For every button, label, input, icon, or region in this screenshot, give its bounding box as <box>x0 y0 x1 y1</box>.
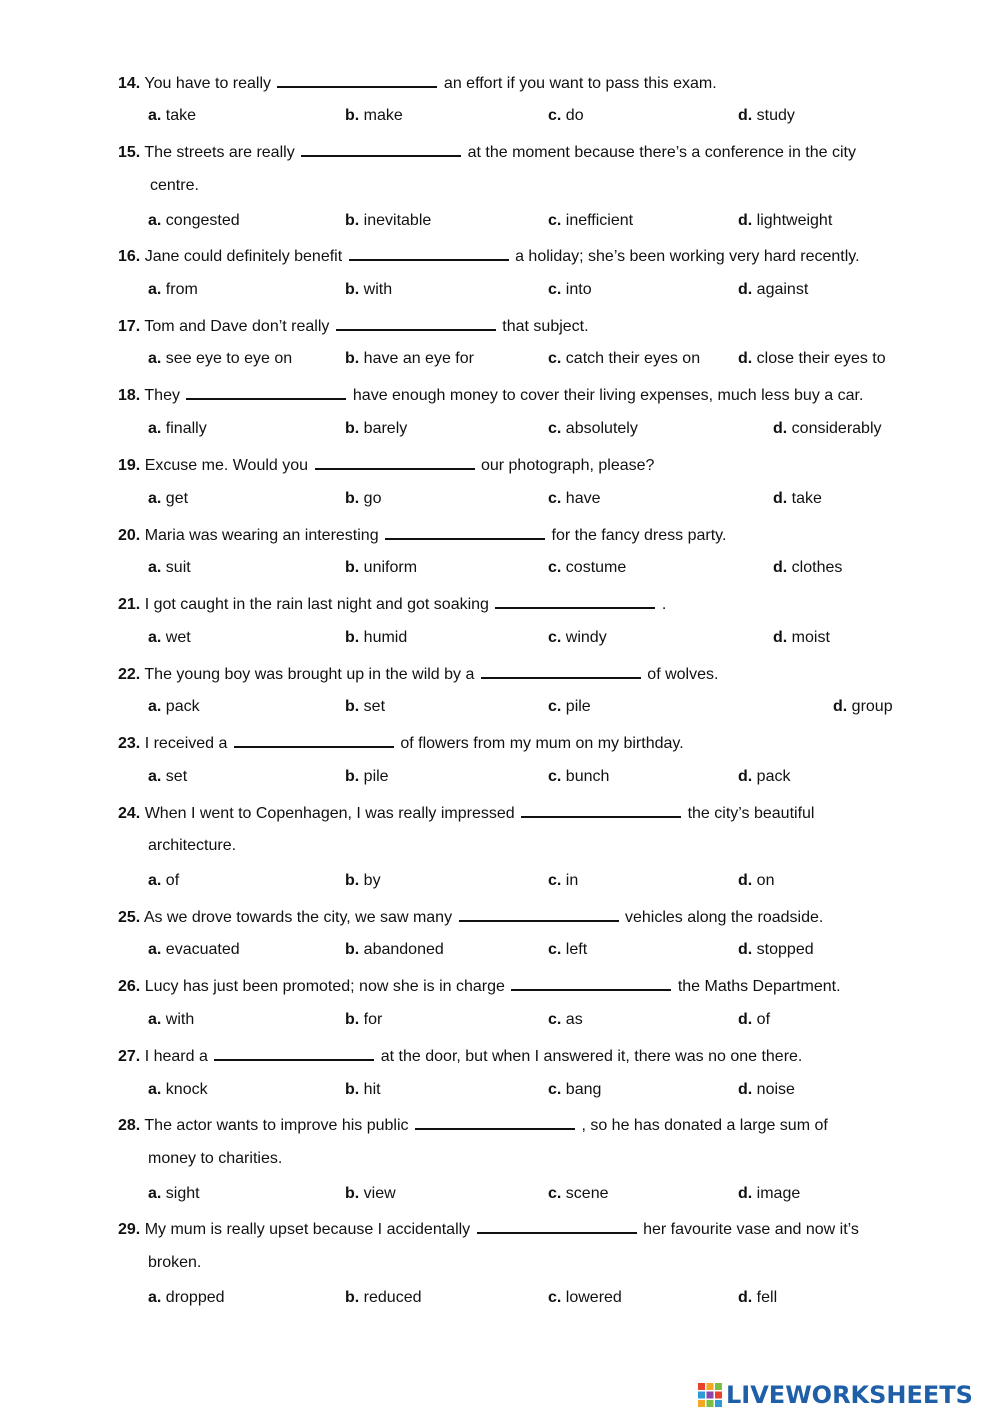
answer-blank[interactable] <box>481 663 641 679</box>
answer-option[interactable] <box>148 1080 208 1100</box>
answer-option[interactable] <box>148 1288 225 1308</box>
option-letter: a. <box>148 872 162 889</box>
question-text-after-blank: at the door, but when I answered it, there was no one there. <box>380 1048 803 1065</box>
option-text: humid <box>363 629 408 646</box>
answer-option[interactable] <box>548 419 638 439</box>
question-stem <box>118 524 726 546</box>
answer-option[interactable] <box>738 871 774 891</box>
question-text-after-blank: an effort if you want to pass this exam. <box>443 75 717 92</box>
question-stem <box>118 802 814 824</box>
answer-option[interactable] <box>738 106 795 126</box>
option-letter: b. <box>345 490 360 507</box>
option-text: fell <box>756 1289 778 1306</box>
option-letter: c. <box>548 212 562 229</box>
option-text: take <box>165 107 197 124</box>
answer-option[interactable] <box>345 280 392 300</box>
answer-option[interactable] <box>548 211 633 231</box>
question-text-after-blank: that subject. <box>502 318 589 335</box>
question-text-after-blank: , so he has donated a large sum of <box>581 1117 828 1134</box>
answer-option[interactable] <box>738 349 886 369</box>
option-letter: c. <box>548 1081 562 1098</box>
option-text: pack <box>756 768 791 785</box>
answer-option[interactable] <box>345 558 417 578</box>
option-text: noise <box>756 1081 795 1098</box>
answer-blank[interactable] <box>415 1114 575 1130</box>
answer-option[interactable] <box>738 280 808 300</box>
answer-option[interactable] <box>773 628 830 648</box>
question-text-before-blank: The actor wants to improve his public <box>144 1117 409 1134</box>
question-text-before-blank: The streets are really <box>144 144 295 161</box>
option-letter: d. <box>738 872 753 889</box>
answer-blank[interactable] <box>385 524 545 540</box>
question-text-after-blank: the Maths Department. <box>677 978 841 995</box>
question-text-after-blank: her favourite vase and now it’s <box>643 1221 859 1238</box>
option-letter: d. <box>773 629 788 646</box>
answer-blank[interactable] <box>459 906 619 922</box>
option-text: of <box>165 872 180 889</box>
option-letter: b. <box>345 281 360 298</box>
option-text: moist <box>791 629 830 646</box>
answer-option[interactable] <box>345 1288 422 1308</box>
option-letter: c. <box>548 698 562 715</box>
answer-option[interactable] <box>773 558 842 578</box>
option-letter: c. <box>548 872 562 889</box>
answer-option[interactable] <box>345 489 381 509</box>
question-text-before-blank: I received a <box>144 735 228 752</box>
option-text: stopped <box>756 941 814 958</box>
option-text: pile <box>565 698 591 715</box>
answer-option[interactable] <box>738 1288 777 1308</box>
option-text: as <box>565 1011 583 1028</box>
option-text: bunch <box>565 768 610 785</box>
option-text: lowered <box>565 1289 622 1306</box>
question-continuation: broken. <box>148 1254 202 1271</box>
answer-option[interactable] <box>148 558 191 578</box>
option-text: for <box>363 1011 383 1028</box>
option-text: close their eyes to <box>756 350 886 367</box>
option-letter: d. <box>738 212 753 229</box>
question-stem <box>118 245 860 267</box>
option-letter: a. <box>148 1011 162 1028</box>
question-text-after-blank: at the moment because there’s a conference in the city <box>467 144 856 161</box>
question-stem <box>118 906 823 928</box>
option-text: sight <box>165 1185 200 1202</box>
question-stem <box>118 1045 802 1067</box>
question-text-before-blank: Jane could definitely benefit <box>144 248 343 265</box>
option-letter: d. <box>738 1289 753 1306</box>
question-stem <box>118 1218 859 1240</box>
option-letter: d. <box>738 107 753 124</box>
option-text: finally <box>165 420 207 437</box>
question-text-after-blank: the city’s beautiful <box>687 805 815 822</box>
option-text: set <box>165 768 188 785</box>
answer-blank[interactable] <box>277 72 437 88</box>
answer-option[interactable] <box>148 489 188 509</box>
option-letter: b. <box>345 350 360 367</box>
answer-option[interactable] <box>345 1010 382 1030</box>
option-text: have an eye for <box>363 350 474 367</box>
option-letter: a. <box>148 420 162 437</box>
option-text: considerably <box>791 420 882 437</box>
option-text: dropped <box>165 1289 225 1306</box>
answer-option[interactable] <box>548 767 609 787</box>
answer-blank[interactable] <box>234 732 394 748</box>
option-letter: b. <box>345 212 360 229</box>
option-text: take <box>791 490 822 507</box>
option-letter: b. <box>345 629 360 646</box>
question-number: 24. <box>118 805 141 822</box>
option-text: evacuated <box>165 941 240 958</box>
answer-option[interactable] <box>345 106 403 126</box>
question-number: 19. <box>118 457 141 474</box>
option-text: bang <box>565 1081 602 1098</box>
option-letter: a. <box>148 212 162 229</box>
option-text: windy <box>565 629 607 646</box>
answer-option[interactable] <box>345 1080 381 1100</box>
question-text-after-blank: a holiday; she’s been working very hard recently. <box>515 248 860 265</box>
option-letter: d. <box>833 698 848 715</box>
answer-option[interactable] <box>345 419 407 439</box>
option-text: catch their eyes on <box>565 350 701 367</box>
question-number: 28. <box>118 1117 141 1134</box>
question-number: 23. <box>118 735 141 752</box>
answer-option[interactable] <box>833 697 893 717</box>
option-letter: a. <box>148 490 162 507</box>
option-text: clothes <box>791 559 843 576</box>
option-letter: c. <box>548 1185 562 1202</box>
option-text: get <box>165 490 189 507</box>
question-stem <box>118 732 684 754</box>
question-stem <box>118 72 717 94</box>
option-text: with <box>165 1011 195 1028</box>
option-letter: a. <box>148 1081 162 1098</box>
option-text: image <box>756 1185 801 1202</box>
question-number: 27. <box>118 1048 141 1065</box>
answer-option[interactable] <box>773 419 882 439</box>
option-text: into <box>565 281 592 298</box>
question-text-after-blank: have enough money to cover their living expenses, much less buy a car. <box>352 387 864 404</box>
option-letter: d. <box>773 420 788 437</box>
option-letter: b. <box>345 1081 360 1098</box>
question-text-after-blank: our photograph, please? <box>480 457 655 474</box>
answer-option[interactable] <box>738 940 814 960</box>
option-letter: c. <box>548 490 562 507</box>
option-letter: a. <box>148 350 162 367</box>
option-letter: c. <box>548 350 562 367</box>
option-letter: a. <box>148 629 162 646</box>
option-letter: c. <box>548 768 562 785</box>
answer-option[interactable] <box>148 419 207 439</box>
option-text: knock <box>165 1081 208 1098</box>
option-letter: d. <box>738 350 753 367</box>
option-text: go <box>363 490 382 507</box>
answer-option[interactable] <box>345 767 389 787</box>
answer-option[interactable] <box>345 628 407 648</box>
answer-option[interactable] <box>345 697 385 717</box>
option-text: wet <box>165 629 191 646</box>
question-number: 16. <box>118 248 141 265</box>
answer-option[interactable] <box>148 280 198 300</box>
option-letter: d. <box>773 490 788 507</box>
answer-option[interactable] <box>148 940 240 960</box>
option-text: by <box>363 872 381 889</box>
answer-option[interactable] <box>548 558 626 578</box>
answer-option[interactable] <box>738 767 790 787</box>
option-letter: c. <box>548 941 562 958</box>
answer-option[interactable] <box>148 697 200 717</box>
option-text: with <box>363 281 393 298</box>
answer-option[interactable] <box>148 628 191 648</box>
answer-blank[interactable] <box>349 245 509 261</box>
answer-blank[interactable] <box>186 384 346 400</box>
question-continuation: money to charities. <box>148 1150 283 1167</box>
answer-option[interactable] <box>148 1010 194 1030</box>
question-text-before-blank: I heard a <box>144 1048 208 1065</box>
option-text: study <box>756 107 795 124</box>
answer-option[interactable] <box>738 1010 770 1030</box>
option-text: against <box>756 281 809 298</box>
liveworksheets-logo-icon <box>697 1382 723 1408</box>
liveworksheets-logo <box>697 1378 973 1412</box>
option-text: view <box>363 1185 396 1202</box>
question-text-after-blank: . <box>661 596 667 613</box>
option-letter: b. <box>345 1011 360 1028</box>
option-letter: a. <box>148 281 162 298</box>
option-text: have <box>565 490 601 507</box>
option-text: abandoned <box>363 941 444 958</box>
option-letter: d. <box>738 768 753 785</box>
question-number: 21. <box>118 596 141 613</box>
option-text: make <box>363 107 403 124</box>
option-text: reduced <box>363 1289 422 1306</box>
option-letter: a. <box>148 559 162 576</box>
option-letter: b. <box>345 420 360 437</box>
question-text-before-blank: Lucy has just been promoted; now she is in charge <box>144 978 505 995</box>
answer-option[interactable] <box>345 871 381 891</box>
option-text: see eye to eye on <box>165 350 293 367</box>
answer-blank[interactable] <box>214 1045 374 1061</box>
question-number: 20. <box>118 527 141 544</box>
answer-option[interactable] <box>548 106 584 126</box>
option-text: pile <box>363 768 389 785</box>
option-letter: c. <box>548 281 562 298</box>
option-text: uniform <box>363 559 418 576</box>
option-letter: d. <box>773 559 788 576</box>
option-text: barely <box>363 420 408 437</box>
option-text: of <box>756 1011 771 1028</box>
option-text: set <box>363 698 386 715</box>
answer-blank[interactable] <box>477 1218 637 1234</box>
answer-option[interactable] <box>548 940 587 960</box>
answer-option[interactable] <box>548 871 578 891</box>
option-letter: b. <box>345 559 360 576</box>
question-text-after-blank: of wolves. <box>647 666 719 683</box>
question-stem <box>118 1114 828 1136</box>
question-number: 14. <box>118 75 141 92</box>
question-text-before-blank: My mum is really upset because I accidentally <box>144 1221 471 1238</box>
answer-option[interactable] <box>148 1184 200 1204</box>
answer-option[interactable] <box>548 489 601 509</box>
option-text: inevitable <box>363 212 432 229</box>
option-text: congested <box>165 212 240 229</box>
question-stem <box>118 454 654 476</box>
answer-blank[interactable] <box>315 454 475 470</box>
answer-option[interactable] <box>148 871 179 891</box>
question-number: 18. <box>118 387 141 404</box>
answer-option[interactable] <box>548 628 607 648</box>
option-letter: b. <box>345 698 360 715</box>
option-letter: c. <box>548 1289 562 1306</box>
question-text-after-blank: of flowers from my mum on my birthday. <box>400 735 684 752</box>
answer-option[interactable] <box>345 940 444 960</box>
question-stem <box>118 384 863 406</box>
question-number: 22. <box>118 666 141 683</box>
option-text: suit <box>165 559 191 576</box>
question-stem <box>118 315 589 337</box>
option-text: lightweight <box>756 212 833 229</box>
question-text-before-blank: As we drove towards the city, we saw many <box>143 909 453 926</box>
option-text: scene <box>565 1185 609 1202</box>
option-text: in <box>565 872 579 889</box>
answer-option[interactable] <box>345 349 474 369</box>
option-text: absolutely <box>565 420 638 437</box>
option-text: from <box>165 281 198 298</box>
option-letter: d. <box>738 281 753 298</box>
question-text-before-blank: You have to really <box>144 75 272 92</box>
question-number: 29. <box>118 1221 141 1238</box>
option-letter: a. <box>148 698 162 715</box>
option-letter: b. <box>345 107 360 124</box>
question-text-before-blank: When I went to Copenhagen, I was really impressed <box>144 805 515 822</box>
answer-option[interactable] <box>345 211 431 231</box>
answer-option[interactable] <box>548 697 591 717</box>
question-text-after-blank: vehicles along the roadside. <box>624 909 824 926</box>
option-letter: c. <box>548 420 562 437</box>
question-number: 15. <box>118 144 141 161</box>
question-number: 25. <box>118 909 141 926</box>
question-number: 17. <box>118 318 141 335</box>
question-continuation: centre. <box>150 177 199 194</box>
option-text: on <box>756 872 775 889</box>
answer-option[interactable] <box>548 1080 601 1100</box>
answer-option[interactable] <box>148 211 240 231</box>
question-text-before-blank: Excuse me. Would you <box>144 457 309 474</box>
question-stem <box>118 975 841 997</box>
option-text: left <box>565 941 588 958</box>
question-text-before-blank: The young boy was brought up in the wild by a <box>144 666 475 683</box>
option-letter: b. <box>345 768 360 785</box>
answer-option[interactable] <box>548 280 592 300</box>
option-letter: b. <box>345 941 360 958</box>
option-letter: c. <box>548 559 562 576</box>
option-letter: b. <box>345 1185 360 1202</box>
answer-option[interactable] <box>548 1184 609 1204</box>
answer-option[interactable] <box>738 1080 795 1100</box>
question-stem <box>118 141 856 163</box>
answer-option[interactable] <box>345 1184 396 1204</box>
option-text: do <box>565 107 584 124</box>
option-letter: c. <box>548 107 562 124</box>
option-letter: d. <box>738 1185 753 1202</box>
question-text-before-blank: Tom and Dave don’t really <box>144 318 330 335</box>
answer-blank[interactable] <box>336 315 496 331</box>
question-stem <box>118 663 718 685</box>
option-letter: a. <box>148 1185 162 1202</box>
answer-blank[interactable] <box>521 802 681 818</box>
answer-option[interactable] <box>738 211 832 231</box>
option-letter: c. <box>548 1011 562 1028</box>
option-letter: d. <box>738 1081 753 1098</box>
option-letter: a. <box>148 941 162 958</box>
question-text-before-blank: I got caught in the rain last night and got soaking <box>144 596 489 613</box>
answer-blank[interactable] <box>495 593 655 609</box>
question-continuation: architecture. <box>148 837 237 854</box>
option-letter: d. <box>738 941 753 958</box>
question-text-before-blank: They <box>144 387 180 404</box>
option-letter: d. <box>738 1011 753 1028</box>
liveworksheets-logo-text: LIVEWORKSHEETS <box>726 1381 973 1409</box>
option-letter: b. <box>345 872 360 889</box>
option-letter: c. <box>548 629 562 646</box>
answer-option[interactable] <box>148 767 187 787</box>
option-letter: a. <box>148 1289 162 1306</box>
answer-option[interactable] <box>548 1288 622 1308</box>
answer-option[interactable] <box>738 1184 800 1204</box>
answer-option[interactable] <box>548 1010 583 1030</box>
answer-option[interactable] <box>148 106 196 126</box>
option-text: group <box>851 698 893 715</box>
option-text: pack <box>165 698 200 715</box>
question-text-before-blank: Maria was wearing an interesting <box>144 527 379 544</box>
question-text-after-blank: for the fancy dress party. <box>551 527 727 544</box>
option-text: costume <box>565 559 627 576</box>
option-letter: a. <box>148 107 162 124</box>
option-letter: a. <box>148 768 162 785</box>
answer-blank[interactable] <box>301 141 461 157</box>
answer-option[interactable] <box>148 349 292 369</box>
question-number: 26. <box>118 978 141 995</box>
option-letter: b. <box>345 1289 360 1306</box>
question-stem <box>118 593 666 615</box>
answer-blank[interactable] <box>511 975 671 991</box>
option-text: hit <box>363 1081 381 1098</box>
option-text: inefficient <box>565 212 634 229</box>
answer-option[interactable] <box>773 489 822 509</box>
answer-option[interactable] <box>548 349 700 369</box>
